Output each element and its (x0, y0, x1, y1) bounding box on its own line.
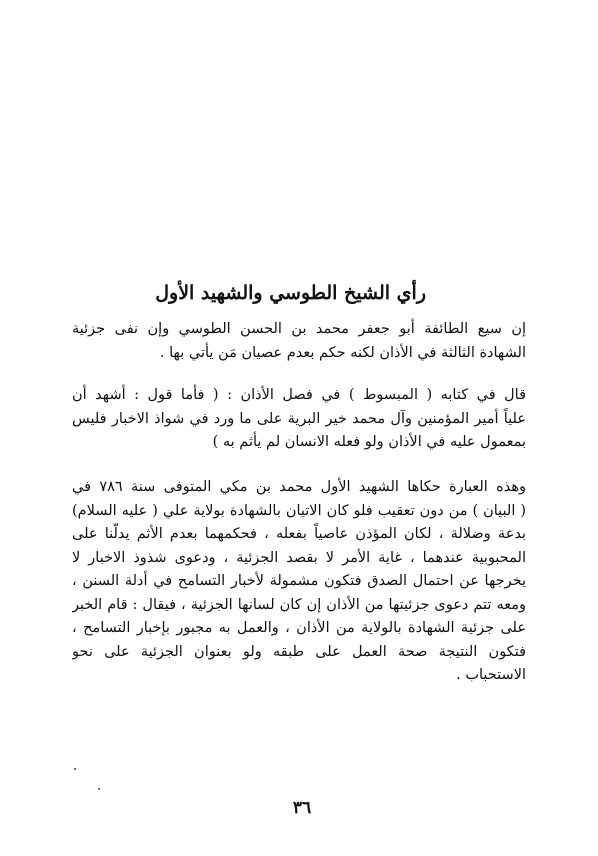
print-speck (98, 788, 100, 790)
paragraph-line: بدعة وضلالة ، لكان المؤذن عاصياً بفعله ، فحكمهما بعدم الأثم يدلّنا على (72, 526, 526, 542)
paragraph-line: الشهادة الثالثة في الأذان لكنه حكم بعدم عصيان مَن يأتي بها . (159, 344, 526, 361)
paragraph-3 (72, 476, 526, 688)
paragraph-line: ومعه تتم دعوى جزئيتها من الأذان إن كان لسانها الجزئية ، فيقال : قام الخبر (72, 596, 526, 613)
paragraph-1 (72, 318, 526, 365)
paragraph-2 (72, 384, 526, 455)
print-speck (74, 768, 76, 770)
paragraph-line: الاستحباب . (456, 667, 526, 683)
paragraph-line: بمعمول عليه في الأذان ولو فعله الانسان لم يأثم به ) (212, 434, 526, 450)
paragraph-line: على جزئية الشهادة بالولاية من الأذان ، والعمل به مجبور بإخبار التسامح ، (72, 620, 526, 636)
paragraph-line: ( البيان ) من دون تعقيب فلو كان الاتيان بالشهادة بولاية علي ( عليه السلام) (72, 502, 526, 519)
section-heading: رأي الشيخ الطوسي والشهيد الأول (155, 282, 426, 304)
paragraph-line: فتكون النتيجة صحة العمل على طبقه ولو بعنوان الجزئية على نحو (72, 643, 526, 660)
paragraph-line: قال في كتابه ( المبسوط ) في فصل الأذان : ( فأما قول : أشهد أن (72, 387, 526, 403)
paragraph-line: يخرجها عن احتمال الصدق فتكون مشمولة لأخبار التسامح في أدلة السنن ، (72, 573, 526, 589)
page-number: ٣٦ (292, 798, 312, 818)
paragraph-line: المحبوبية عندهما ، غاية الأمر لا بقصد الجزئية ، ودعوى شذوذ الاخبار لا (72, 549, 526, 566)
paragraph-line: علياً أمير المؤمنين وآل محمد خير البرية على ما ورد في شواذ الاخبار فليس (72, 410, 526, 427)
paragraph-line: إن سيع الطائفة أبو جعفر محمد بن الحسن الطوسي وإن نفى جزئية (72, 321, 526, 337)
paragraph-line: وهذه العبارة حكاها الشهيد الأول محمد بن مكي المتوفى سنة ٧٨٦ في (72, 479, 526, 495)
